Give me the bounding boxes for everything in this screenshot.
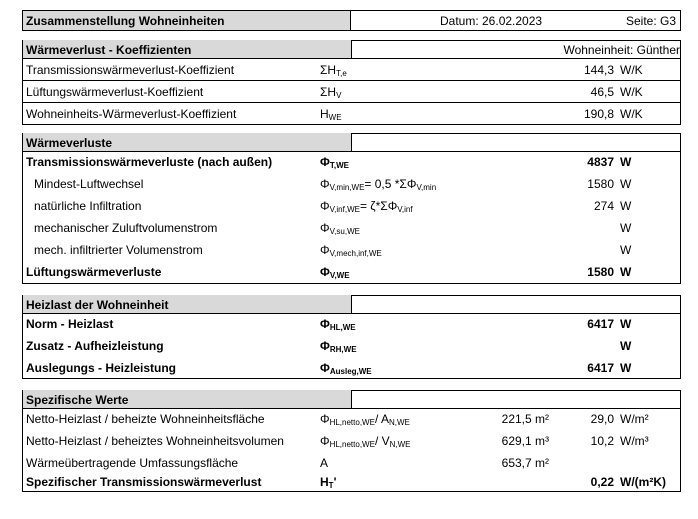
loss-row-unit: W: [620, 177, 632, 191]
heatload-row-unit: W: [620, 361, 632, 375]
date-label: Datum: 26.02.2023: [440, 14, 543, 28]
specific-row-mid: 653,7 m²: [501, 456, 549, 470]
coef-row-value: 190,8: [583, 107, 614, 121]
section-bottom-line: [22, 124, 681, 125]
section-right-border: [680, 133, 681, 283]
specific-row-symbol: $H_T'$: [320, 475, 337, 490]
heatload-row-symbol: $\Phi_{Ausleg,WE}$: [320, 361, 372, 376]
page-title: Zusammenstellung Wohneinheiten: [26, 14, 225, 28]
loss-row-symbol: $\Phi_{V,mech,inf,WE}$: [320, 243, 382, 258]
heatload-row-unit: W: [620, 339, 632, 353]
loss-row-label: Transmissionswärmeverluste (nach außen): [26, 155, 273, 169]
specific-row-label: Netto-Heizlast / beheizte Wohneinheitsfläche: [26, 412, 265, 426]
loss-row-symbol: $\Phi_{V,min,WE}= 0,5$ $*\Sigma\Phi_{V,min}$: [320, 177, 437, 192]
dwelling-unit-label: Wohneinheit: Günther: [563, 43, 680, 57]
specific-row-value: 10,2: [590, 434, 614, 448]
loss-row-label: Lüftungswärmeverluste: [26, 265, 162, 279]
loss-row-unit: W: [620, 221, 632, 235]
loss-row-symbol: $\Phi_{V,inf,WE}= \zeta*\Sigma\Phi_{V,inf}$: [320, 199, 413, 214]
specific-title: Spezifische Werte: [26, 393, 129, 407]
row-divider: [22, 80, 681, 81]
heatload-row-symbol: $\Phi_{HL,WE}$: [320, 317, 356, 332]
specific-row-symbol: $\Phi_{HL,netto,WE}/$ $A_{N,WE}$: [320, 412, 410, 427]
heatload-row-label: Auslegungs - Heizleistung: [26, 361, 177, 375]
loss-row-value: 4837: [587, 155, 614, 169]
loss-row-symbol: $\Phi_{V,su,WE}$: [320, 221, 360, 236]
loss-row-value: 1580: [587, 265, 614, 279]
section-bottom-line: [22, 378, 681, 379]
heatload-header-line: [22, 313, 681, 314]
loss-row-symbol: $\Phi_{V,WE}$: [320, 265, 350, 280]
coef-row-label: Transmissionswärmeverlust-Koeffizient: [26, 63, 235, 77]
loss-row-value: 274: [593, 199, 614, 213]
specific-row-unit: W/(m²K): [620, 475, 666, 489]
section-left-border: [22, 390, 23, 491]
coef-row-symbol: $\Sigma H_{T,e}$: [320, 63, 347, 78]
coef-row-symbol: $H_{WE}$: [320, 107, 342, 122]
specific-row-symbol: A: [320, 456, 329, 470]
specific-row-value: 0,22: [590, 475, 614, 489]
losses-title: Wärmeverluste: [26, 136, 113, 150]
heatload-row-value: 6417: [587, 317, 614, 331]
heatload-row-value: 6417: [587, 361, 614, 375]
specific-row-value: 29,0: [590, 412, 614, 426]
heatload-row-label: Zusatz - Aufheizleistung: [26, 339, 164, 353]
coef-row-unit: W/K: [620, 85, 643, 99]
page-label: Seite: G3: [626, 14, 677, 28]
specific-row-unit: W/m²: [620, 412, 649, 426]
section-left-border: [22, 295, 23, 378]
loss-row-unit: W: [620, 243, 632, 257]
coef-row-label: Wohneinheits-Wärmeverlust-Koeffizient: [26, 107, 237, 121]
heatload-row-symbol: $\Phi_{RH,WE}$: [320, 339, 357, 354]
specific-row-mid: 221,5 m²: [501, 412, 549, 426]
section-left-border: [22, 40, 23, 124]
coef-row-unit: W/K: [620, 63, 643, 77]
specific-header-line: [22, 408, 681, 409]
coef-row-symbol: $\Sigma H_V$: [320, 85, 342, 100]
coefficients-title: Wärmeverlust - Koeffizienten: [26, 43, 192, 57]
loss-row-symbol: $\Phi_{T,WE}$: [320, 155, 349, 170]
specific-row-label: Netto-Heizlast / beheiztes Wohneinheitsvolumen: [26, 434, 284, 448]
specific-row-symbol: $\Phi_{HL,netto,WE}/$ $V_{N,WE}$: [320, 434, 411, 449]
specific-row-mid: 629,1 m³: [501, 434, 549, 448]
loss-row-value: 1580: [587, 177, 614, 191]
coef-row-unit: W/K: [620, 107, 643, 121]
heatload-title: Heizlast der Wohneinheit: [26, 298, 169, 312]
header-divider: [350, 10, 351, 31]
loss-row-label: mech. infiltrierter Volumenstrom: [34, 243, 203, 257]
section-right-border: [680, 295, 681, 378]
specific-row-label: Wärmeübertragende Umfassungsfläche: [26, 456, 239, 470]
loss-row-label: Mindest-Luftwechsel: [34, 177, 144, 191]
heatload-row-unit: W: [620, 317, 632, 331]
section-bottom-line: [22, 283, 681, 284]
coefficients-header-line: [22, 58, 681, 59]
heatload-row-label: Norm - Heizlast: [26, 317, 114, 331]
section-right-border: [680, 390, 681, 491]
loss-row-label: mechanischer Zuluftvolumenstrom: [34, 221, 218, 235]
section-bottom-line: [22, 491, 681, 492]
coef-row-label: Lüftungswärmeverlust-Koeffizient: [26, 85, 204, 99]
section-left-border: [22, 133, 23, 283]
specific-row-label: Spezifischer Transmissionswärmeverlust: [26, 475, 262, 489]
loss-row-label: natürliche Infiltration: [34, 199, 142, 213]
loss-row-unit: W: [620, 265, 632, 279]
specific-row-unit: W/m³: [620, 434, 649, 448]
coef-row-value: 144,3: [583, 63, 614, 77]
losses-header-line: [22, 151, 681, 152]
loss-row-unit: W: [620, 199, 632, 213]
row-divider: [22, 102, 681, 103]
loss-row-unit: W: [620, 155, 632, 169]
coef-row-value: 46,5: [590, 85, 614, 99]
section-right-border: [680, 40, 681, 124]
